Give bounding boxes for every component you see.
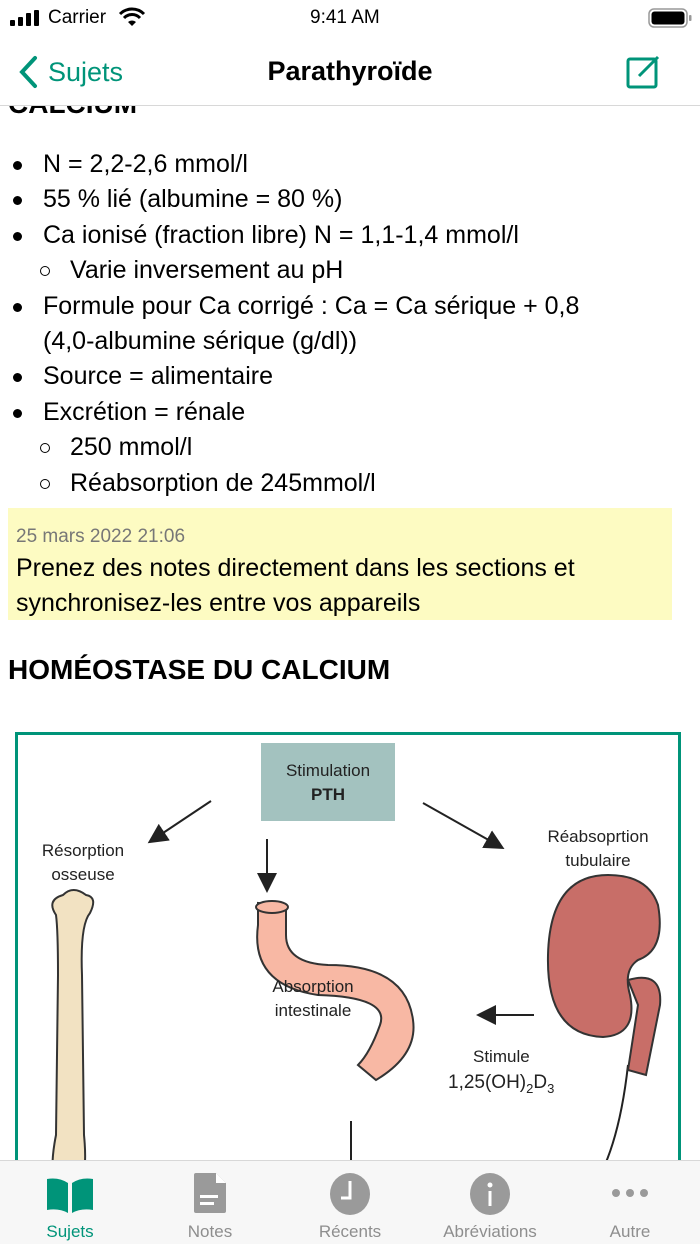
clock-icon bbox=[330, 1173, 370, 1215]
note-line: Prenez des notes directement dans les sections et bbox=[16, 554, 575, 582]
battery-icon bbox=[648, 8, 692, 28]
bullet-item: 55 % lié (albumine = 80 %) bbox=[43, 185, 343, 214]
bullet-item: Formule pour Ca corrigé : Ca = Ca sérique + 0,8 bbox=[43, 291, 580, 320]
absorption-label: intestinale bbox=[274, 1001, 352, 1020]
bullet-dot-icon bbox=[13, 161, 22, 170]
tab-label: Autre bbox=[609, 1222, 651, 1241]
note-text bbox=[16, 551, 575, 621]
tab-recents[interactable] bbox=[280, 1161, 420, 1245]
vitd-text: D bbox=[533, 1072, 548, 1093]
bullet-dot-icon bbox=[13, 303, 22, 312]
wifi-icon bbox=[118, 7, 146, 27]
clock-time: 9:41 AM bbox=[310, 7, 380, 28]
signal-icon bbox=[10, 10, 42, 26]
bullet-item: Excrétion = rénale bbox=[43, 397, 246, 426]
status-bar bbox=[0, 0, 700, 36]
bone bbox=[52, 890, 93, 1195]
bullet-dot-icon bbox=[13, 373, 22, 382]
note-date: 25 mars 2022 21:06 bbox=[16, 526, 186, 547]
navigation-bar bbox=[0, 36, 700, 106]
tab-bar bbox=[0, 1160, 700, 1244]
resorption-label: osseuse bbox=[51, 865, 115, 884]
vitd-text: 1,25(OH) bbox=[448, 1072, 527, 1093]
calcium-diagram[interactable] bbox=[15, 732, 681, 1192]
bullet-item: Varie inversement au pH bbox=[70, 256, 344, 285]
page-title: Parathyroïde bbox=[267, 56, 433, 86]
tab-label: Sujets bbox=[46, 1222, 94, 1241]
vitamin-d-label bbox=[448, 1071, 554, 1101]
bullet-circle-icon bbox=[40, 479, 50, 489]
bullet-item: Source = alimentaire bbox=[43, 362, 273, 391]
vitd-sub: 2 bbox=[526, 1080, 534, 1096]
tab-abreviations[interactable] bbox=[420, 1161, 560, 1245]
tab-label: Abréviations bbox=[443, 1222, 537, 1241]
pth-label: PTH bbox=[311, 785, 345, 804]
more-icon bbox=[610, 1187, 650, 1199]
user-note[interactable] bbox=[8, 508, 672, 620]
tab-label: Notes bbox=[187, 1222, 233, 1241]
info-icon bbox=[470, 1173, 510, 1215]
back-label: Sujets bbox=[48, 56, 124, 87]
bullet-circle-icon bbox=[40, 266, 50, 276]
bullet-circle-icon bbox=[40, 443, 50, 453]
absorption-label: Absorption bbox=[272, 977, 354, 996]
tab-notes[interactable] bbox=[140, 1161, 280, 1245]
section-heading: HOMÉOSTASE DU CALCIUM bbox=[8, 654, 391, 685]
bullet-item: 250 mmol/l bbox=[70, 433, 193, 462]
bullet-item: N = 2,2-2,6 mmol/l bbox=[43, 150, 248, 178]
reabsorption-label: Réabsoprtion bbox=[547, 827, 649, 846]
book-icon bbox=[45, 1175, 95, 1215]
reabsorption-label: tubulaire bbox=[565, 851, 631, 870]
document-icon bbox=[192, 1171, 228, 1215]
carrier-label: Carrier bbox=[48, 7, 107, 28]
bullet-item: Réabsorption de 245mmol/l bbox=[70, 468, 376, 497]
content-scroll[interactable] bbox=[0, 106, 700, 1160]
resorption-label: Résorption bbox=[41, 841, 125, 860]
tab-label: Récents bbox=[318, 1222, 382, 1241]
stim-label: Stimulation bbox=[285, 761, 371, 780]
tab-sujets[interactable] bbox=[0, 1161, 140, 1245]
bullet-item: (4,0-albumine sérique (g/dl)) bbox=[43, 327, 358, 355]
bullet-dot-icon bbox=[13, 409, 22, 418]
vitd-sub: 3 bbox=[547, 1080, 555, 1096]
bullet-dot-icon bbox=[13, 196, 22, 205]
bullet-dot-icon bbox=[13, 232, 22, 241]
bullet-item: Ca ionisé (fraction libre) N = 1,1-1,4 mmol/l bbox=[43, 220, 519, 249]
stimule-label: Stimule bbox=[473, 1047, 530, 1066]
compose-note-button[interactable] bbox=[624, 52, 664, 92]
note-line: synchronisez-les entre vos appareils bbox=[16, 589, 421, 617]
tab-autre[interactable] bbox=[560, 1161, 700, 1245]
